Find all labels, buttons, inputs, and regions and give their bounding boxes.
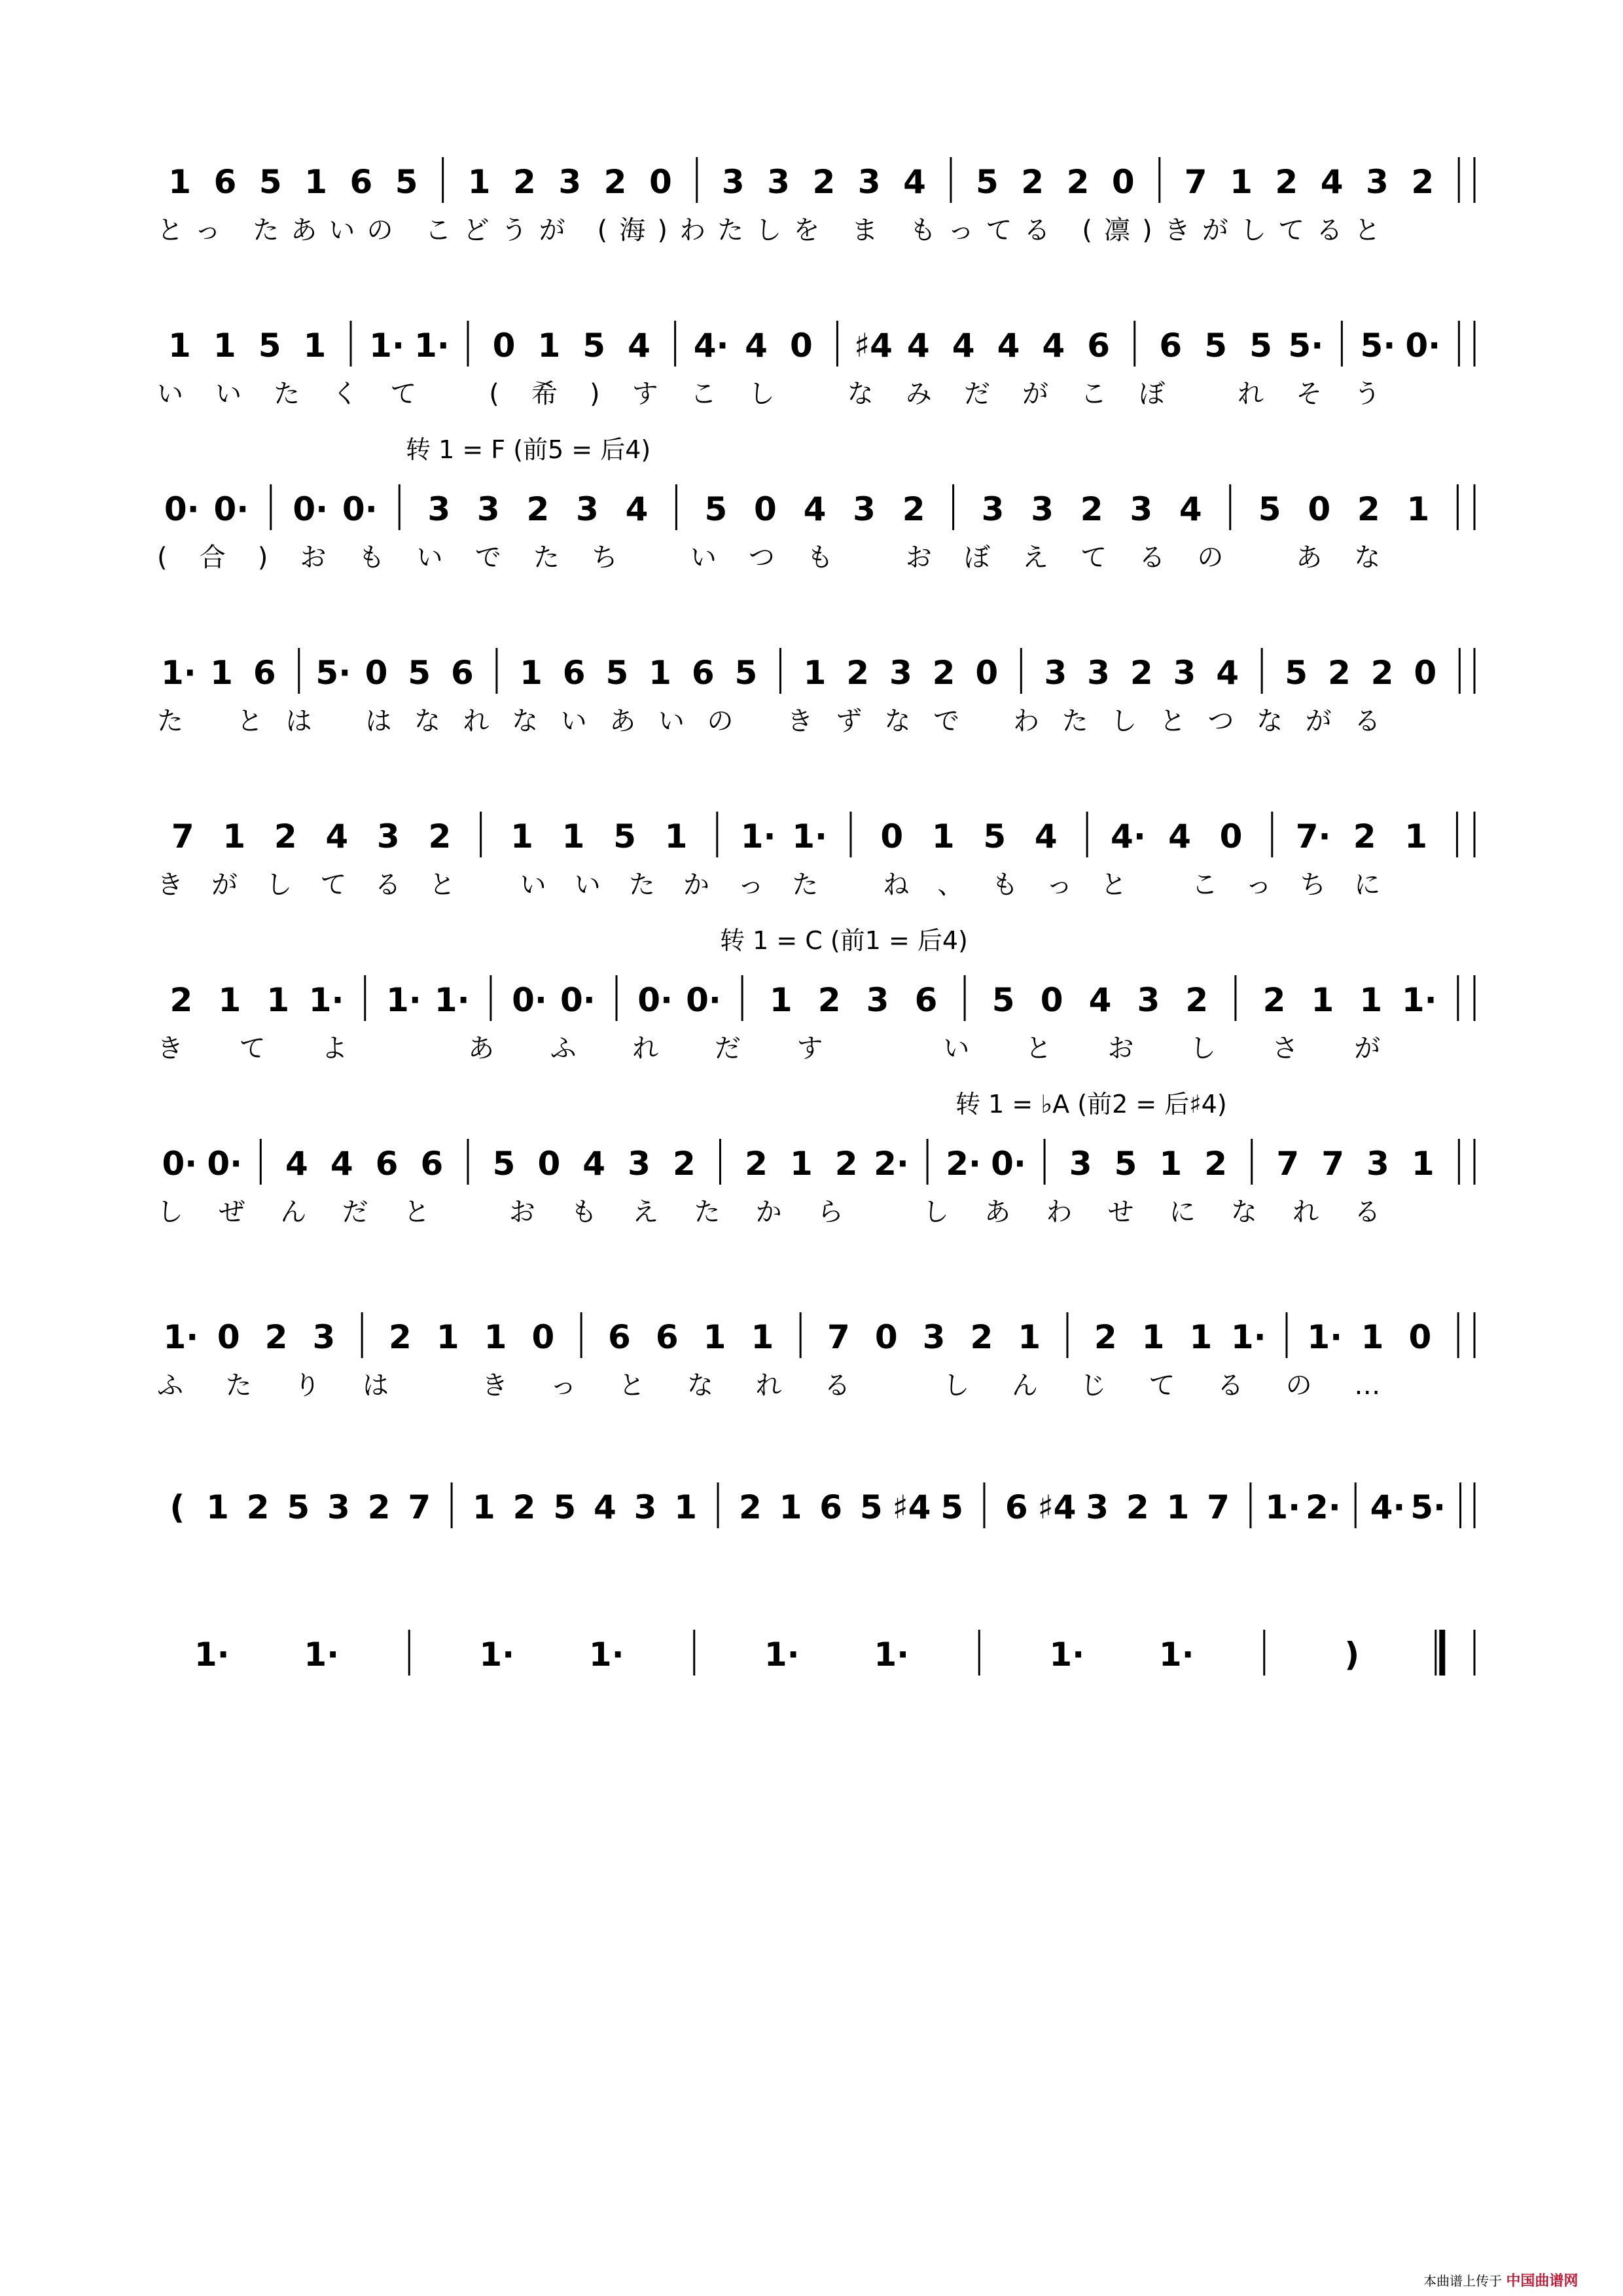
note: 5 xyxy=(1114,1145,1137,1183)
note: 7 xyxy=(1321,1145,1345,1183)
note: 4 xyxy=(803,490,827,528)
upload-notice: 本曲谱上传于 xyxy=(1423,2273,1502,2289)
note: 7 xyxy=(1276,1145,1300,1183)
note: 1· xyxy=(163,1318,199,1356)
note: 2 xyxy=(1126,1488,1149,1526)
note: ) xyxy=(1344,1636,1360,1674)
note: 4· xyxy=(693,327,729,365)
note: 1 xyxy=(931,817,955,855)
note: 1· xyxy=(194,1636,230,1674)
note: 3 xyxy=(427,490,451,528)
note: 0 xyxy=(365,654,388,692)
lyric-line: とっ たあいの こどうが (海)わたしを ま もってる (凛)きがしてると xyxy=(157,215,1381,245)
note: 5 xyxy=(258,327,281,365)
lyric-line: (合)おもいでたち いつも おぼえてるの あな xyxy=(157,543,1381,573)
note: 6 xyxy=(375,1145,399,1183)
note: 1 xyxy=(1359,981,1383,1019)
note: 1 xyxy=(649,654,671,692)
note: 6 xyxy=(1005,1488,1028,1526)
note: 1 xyxy=(537,327,561,365)
note: 1 xyxy=(1311,981,1334,1019)
note: 1· xyxy=(764,1636,800,1674)
note: 1 xyxy=(223,817,246,855)
note: 1 xyxy=(484,1318,507,1356)
note: 3 xyxy=(866,981,889,1019)
note: 6 xyxy=(1087,327,1111,365)
note: 3 xyxy=(922,1318,946,1356)
note: 4 xyxy=(330,1145,353,1183)
note: 2 xyxy=(1204,1145,1228,1183)
note: 7 xyxy=(1184,163,1207,201)
note: 5 xyxy=(1249,327,1272,365)
system-1 xyxy=(157,157,1474,245)
note: 3 xyxy=(721,163,745,201)
note: 1 xyxy=(467,163,491,201)
note: 0· xyxy=(1405,327,1441,365)
lyric-line: きがしてると いいたかった ね、もっと こっちに xyxy=(157,870,1381,900)
note: 0 xyxy=(1111,163,1135,201)
note: 1 xyxy=(789,1145,813,1183)
note: 3 xyxy=(628,1145,651,1183)
lyric-line: きてよ あふれだす いとおしさが xyxy=(157,1033,1381,1064)
note: 1 xyxy=(213,327,236,365)
note: 1· xyxy=(874,1636,910,1674)
note: 3 xyxy=(327,1488,350,1526)
note: 6 xyxy=(420,1145,444,1183)
note: 2 xyxy=(1130,654,1153,692)
note: 0· xyxy=(512,981,547,1019)
note: 1· xyxy=(1230,1318,1266,1356)
note: 3 xyxy=(981,490,1005,528)
note: 5· xyxy=(1360,327,1396,365)
note: 4 xyxy=(1034,817,1058,855)
note: 5 xyxy=(408,654,431,692)
note: 4 xyxy=(285,1145,308,1183)
note: 6 xyxy=(691,654,715,692)
note: 4 xyxy=(582,1145,606,1183)
lyric-line: た とは はなれないあいの きずなで わたしとつながる xyxy=(157,706,1381,736)
system-6 xyxy=(157,926,1474,1064)
note: 2 xyxy=(274,817,297,855)
note: 1 xyxy=(510,817,533,855)
note: 5 xyxy=(991,981,1015,1019)
note: 3 xyxy=(1087,654,1110,692)
note: 5 xyxy=(1258,490,1281,528)
note: 2 xyxy=(264,1318,288,1356)
note: 2 xyxy=(512,1488,536,1526)
note: 0 xyxy=(1040,981,1063,1019)
note: 0 xyxy=(874,1318,898,1356)
system-4 xyxy=(157,648,1474,736)
note: 1· xyxy=(1265,1488,1301,1526)
note: 2 xyxy=(1021,163,1044,201)
note: 1 xyxy=(206,1488,229,1526)
note: 4 xyxy=(1179,490,1202,528)
note: 1· xyxy=(1401,981,1437,1019)
note: 0 xyxy=(537,1145,561,1183)
note: 0 xyxy=(217,1318,240,1356)
key-change-label: 转 1 = F (前5 = 后4) xyxy=(406,435,651,464)
note: 1 xyxy=(436,1318,459,1356)
note: 5 xyxy=(975,163,999,201)
note: 2 xyxy=(526,490,550,528)
note: 4 xyxy=(1168,817,1191,855)
note: 0· xyxy=(162,1145,198,1183)
lyric-line: いいたくて (希)すこし なみだがこぼ れそう xyxy=(157,379,1381,409)
note: 6 xyxy=(562,654,586,692)
note: 2 xyxy=(834,1145,858,1183)
note: 4 xyxy=(952,327,975,365)
note: 1· xyxy=(414,327,450,365)
note: 4 xyxy=(625,490,649,528)
note: 7 xyxy=(827,1318,850,1356)
note: 7· xyxy=(1295,817,1331,855)
note: 2 xyxy=(367,1488,391,1526)
note: 2 xyxy=(1066,163,1090,201)
note: 6 xyxy=(914,981,938,1019)
note: ♯4 xyxy=(1037,1488,1077,1526)
note: 6 xyxy=(349,163,373,201)
note: 7 xyxy=(408,1488,431,1526)
site-footer xyxy=(1423,2270,1613,2289)
note: 2 xyxy=(902,490,925,528)
note: 1· xyxy=(1158,1636,1194,1674)
note: 7 xyxy=(171,817,194,855)
note: 2 xyxy=(1353,817,1376,855)
note: 3 xyxy=(312,1318,336,1356)
note: 2 xyxy=(1262,981,1286,1019)
note: 0 xyxy=(880,817,904,855)
note: 1 xyxy=(266,981,290,1019)
note: 5 xyxy=(582,327,606,365)
note: 2 xyxy=(1094,1318,1117,1356)
note: 6 xyxy=(213,163,237,201)
note: 2 xyxy=(513,163,536,201)
note: 3 xyxy=(1031,490,1054,528)
note: 1 xyxy=(303,327,327,365)
note: 4 xyxy=(628,327,651,365)
note: 5 xyxy=(287,1488,310,1526)
note: 1· xyxy=(160,654,196,692)
note: 2 xyxy=(812,163,836,201)
note: 1· xyxy=(434,981,470,1019)
note: 1 xyxy=(168,327,191,365)
note: 2· xyxy=(874,1145,909,1183)
note: 3 xyxy=(889,654,912,692)
note: 5 xyxy=(1204,327,1228,365)
note: 1 xyxy=(1406,490,1430,528)
note: 1 xyxy=(210,654,233,692)
note: 1· xyxy=(385,981,421,1019)
system-2 xyxy=(157,321,1474,409)
note: ( xyxy=(169,1488,185,1526)
note: 1 xyxy=(769,981,793,1019)
note: 1 xyxy=(218,981,241,1019)
system-7 xyxy=(157,1090,1474,1227)
note: 2 xyxy=(970,1318,993,1356)
note: 6 xyxy=(655,1318,679,1356)
note: 0· xyxy=(213,490,249,528)
note: 1 xyxy=(1411,1145,1435,1183)
lyric-line: ふたりは きっとなれる しんじてるの… xyxy=(157,1371,1381,1401)
note: 3 xyxy=(1069,1145,1092,1183)
note: 1 xyxy=(1230,163,1253,201)
note: 1 xyxy=(803,654,827,692)
note: 1· xyxy=(588,1636,624,1674)
note: 2 xyxy=(932,654,955,692)
system-5 xyxy=(157,812,1474,900)
note: 1 xyxy=(520,654,543,692)
note: 1 xyxy=(779,1488,802,1526)
key-change-label: 转 1 = C (前1 = 后4) xyxy=(720,926,968,955)
note: 6 xyxy=(819,1488,843,1526)
note: 4 xyxy=(745,327,768,365)
note: 2 xyxy=(1185,981,1209,1019)
note: 0 xyxy=(789,327,813,365)
note: 1· xyxy=(479,1636,515,1674)
note: 0 xyxy=(1308,490,1331,528)
note: 3 xyxy=(1173,654,1196,692)
note: 0 xyxy=(754,490,777,528)
note: 2 xyxy=(169,981,193,1019)
note: 3 xyxy=(1137,981,1160,1019)
note: 2 xyxy=(1370,654,1394,692)
note: 4 xyxy=(325,817,349,855)
note: 1· xyxy=(369,327,404,365)
note: 5 xyxy=(734,654,758,692)
note: 2 xyxy=(817,981,841,1019)
note: 1· xyxy=(308,981,344,1019)
note: 2 xyxy=(389,1318,412,1356)
note: 6 xyxy=(253,654,276,692)
note: 3 xyxy=(633,1488,657,1526)
note: 1 xyxy=(304,163,327,201)
note: 5 xyxy=(1285,654,1308,692)
note: 0 xyxy=(531,1318,555,1356)
note: 5 xyxy=(613,817,636,855)
note: 6 xyxy=(1159,327,1183,365)
note: 4 xyxy=(903,163,926,201)
note: 0 xyxy=(1414,654,1437,692)
note: 6 xyxy=(450,654,474,692)
note: 5· xyxy=(1410,1488,1446,1526)
note: 5· xyxy=(315,654,351,692)
note: 1· xyxy=(1307,1318,1343,1356)
note: 1 xyxy=(703,1318,726,1356)
note: 1· xyxy=(740,817,776,855)
note: ♯4 xyxy=(892,1488,931,1526)
note: 1 xyxy=(674,1488,698,1526)
note: 5 xyxy=(704,490,728,528)
note: 3 xyxy=(376,817,400,855)
note: 1 xyxy=(1404,817,1428,855)
note: 2· xyxy=(1305,1488,1341,1526)
note: 0· xyxy=(560,981,596,1019)
lyric-line: しぜんだと おもえたから しあわせになれる xyxy=(157,1197,1381,1227)
note: 7 xyxy=(1207,1488,1230,1526)
note: 2 xyxy=(1275,163,1298,201)
note: 1 xyxy=(1141,1318,1165,1356)
note: 5· xyxy=(1288,327,1324,365)
note: 3 xyxy=(1044,654,1067,692)
note: 4· xyxy=(1111,817,1146,855)
note: 5 xyxy=(983,817,1007,855)
system-3 xyxy=(157,435,1474,573)
note: 1· xyxy=(1049,1636,1085,1674)
system-9 xyxy=(169,1482,1474,1528)
note: 1 xyxy=(473,1488,495,1526)
note: 1 xyxy=(1159,1145,1183,1183)
note: 1 xyxy=(562,817,585,855)
note: 1· xyxy=(304,1636,340,1674)
note: 5 xyxy=(259,163,282,201)
note: 5 xyxy=(940,1488,964,1526)
note: 1 xyxy=(1018,1318,1041,1356)
note: 3 xyxy=(476,490,500,528)
note: 4 xyxy=(1042,327,1065,365)
note: 2 xyxy=(738,1488,762,1526)
note: 5 xyxy=(859,1488,883,1526)
note: 0· xyxy=(207,1145,243,1183)
note: 1 xyxy=(751,1318,774,1356)
note: 1 xyxy=(1166,1488,1190,1526)
note: 3 xyxy=(853,490,876,528)
note: 2 xyxy=(603,163,627,201)
note: 5 xyxy=(605,654,629,692)
note: 2 xyxy=(846,654,870,692)
key-change-label: 转 1 = ♭A (前2 = 后♯4) xyxy=(955,1090,1227,1119)
note: 3 xyxy=(1366,1145,1389,1183)
note: 0· xyxy=(686,981,721,1019)
note: 2 xyxy=(1327,654,1351,692)
note: 2 xyxy=(672,1145,696,1183)
note: 0 xyxy=(492,327,516,365)
note: 3 xyxy=(857,163,881,201)
note: 2· xyxy=(946,1145,982,1183)
note: 5 xyxy=(553,1488,577,1526)
system-8 xyxy=(157,1312,1474,1401)
note: 0· xyxy=(342,490,378,528)
note: 0 xyxy=(975,654,999,692)
system-10 xyxy=(194,1630,1474,1676)
note: ♯4 xyxy=(853,327,893,365)
note: 2 xyxy=(1080,490,1103,528)
note: 0 xyxy=(649,163,672,201)
note: 0· xyxy=(637,981,673,1019)
note: 2 xyxy=(745,1145,768,1183)
note: 2 xyxy=(246,1488,270,1526)
note: 1 xyxy=(1361,1318,1384,1356)
note: 2 xyxy=(428,817,452,855)
note: 1· xyxy=(792,817,828,855)
note: 0· xyxy=(164,490,200,528)
note: 4 xyxy=(1088,981,1112,1019)
note: 4· xyxy=(1370,1488,1406,1526)
note: 3 xyxy=(1086,1488,1109,1526)
note: 1 xyxy=(168,163,192,201)
note: 4 xyxy=(906,327,930,365)
note: 0 xyxy=(1219,817,1243,855)
note: 0· xyxy=(293,490,329,528)
note: 3 xyxy=(558,163,582,201)
note: 6 xyxy=(608,1318,631,1356)
note: 2 xyxy=(1357,490,1380,528)
note: 2 xyxy=(1411,163,1435,201)
note: 1 xyxy=(1189,1318,1213,1356)
note: 4 xyxy=(1320,163,1344,201)
note: 5 xyxy=(492,1145,516,1183)
note: 4 xyxy=(1216,654,1239,692)
note: 3 xyxy=(1130,490,1153,528)
note: 4 xyxy=(997,327,1020,365)
note: 0· xyxy=(991,1145,1026,1183)
note: 4 xyxy=(593,1488,616,1526)
site-logo[interactable]: 中国曲谱网 xyxy=(1506,2273,1578,2289)
note: 5 xyxy=(395,163,418,201)
note: 3 xyxy=(576,490,599,528)
note: 3 xyxy=(1366,163,1389,201)
note: 0 xyxy=(1408,1318,1432,1356)
note: 1 xyxy=(664,817,688,855)
note: 3 xyxy=(767,163,790,201)
